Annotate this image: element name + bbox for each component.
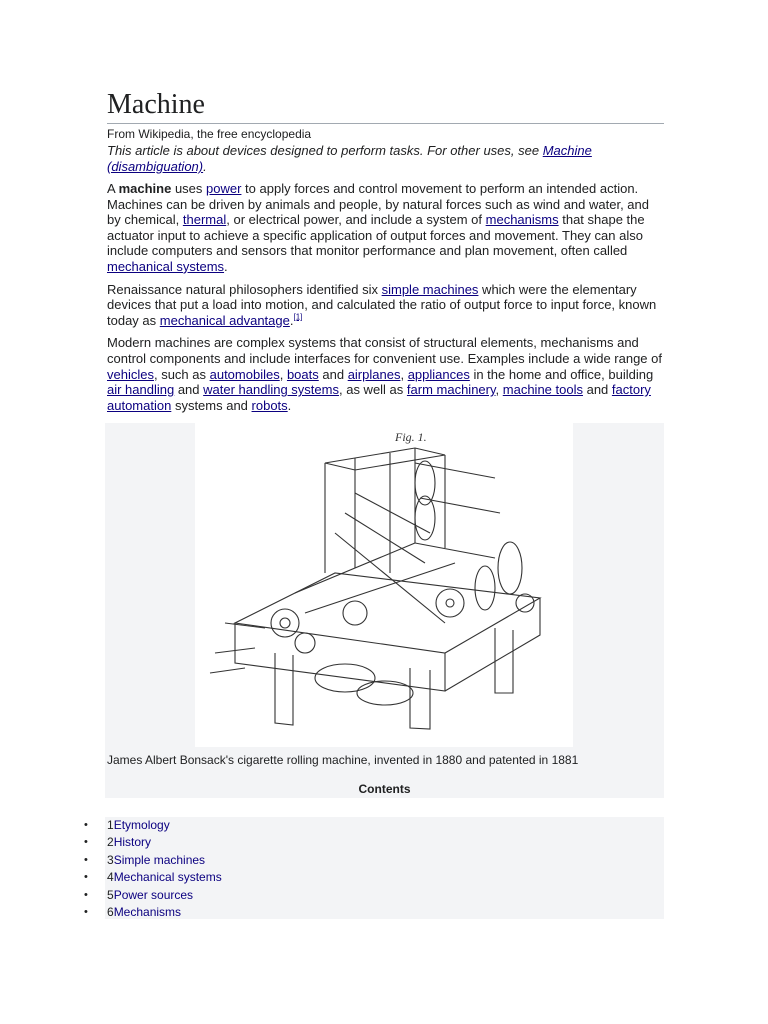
p1-bold-term: machine	[118, 181, 172, 196]
patent-drawing-image[interactable]	[195, 423, 573, 747]
hatnote-end: .	[203, 159, 207, 174]
p3-text-f: in the home and office, building	[469, 366, 654, 382]
p1-text-d: , or electrical power, and include a system of	[226, 212, 486, 228]
bullet-icon: •	[84, 853, 88, 866]
link-boats[interactable]: boats	[286, 366, 319, 382]
link-machine-tools[interactable]: machine tools	[502, 382, 583, 398]
intro-paragraph-1	[107, 181, 664, 275]
contents-title: Contents	[358, 782, 411, 796]
toc-link[interactable]: History	[113, 835, 152, 850]
figure-caption: James Albert Bonsack's cigarette rolling machine, invented in 1880 and patented in 1881	[107, 753, 579, 767]
bullet-icon: •	[84, 836, 88, 849]
hatnote-text: This article is about devices designed to perform tasks. For other uses, see	[107, 143, 543, 158]
toc-link[interactable]: Mechanisms	[113, 904, 182, 919]
toc-item-simple-machines[interactable]	[84, 852, 664, 869]
link-automobiles[interactable]: automobiles	[209, 366, 280, 382]
p3-text-d: and	[318, 366, 348, 382]
p3-text-a: Modern machines are complex systems that consist of structural elements, mechanisms and control components and include interfaces for convenient use. Examples include a wide range of	[107, 335, 662, 366]
machine-drawing-svg	[195, 423, 573, 747]
link-air-handling[interactable]: air handling	[107, 382, 175, 398]
p2-text-b: which were the elementary devices that put a load into motion, and calculated the ratio of output force to input force, known today as	[107, 281, 657, 328]
toc-number: 5	[107, 887, 114, 902]
toc-number: 6	[107, 904, 114, 919]
toc-item-mechanisms[interactable]	[84, 904, 664, 921]
table-of-contents	[84, 817, 664, 919]
figure-box	[105, 423, 664, 798]
link-mechanical-systems[interactable]: mechanical systems	[107, 258, 225, 274]
p3-text-j: and	[582, 382, 612, 398]
link-appliances[interactable]: appliances	[407, 366, 470, 382]
link-farm-machinery[interactable]: farm machinery	[406, 382, 496, 398]
p3-text-g: and	[174, 382, 204, 398]
p3-text-c: ,	[279, 366, 287, 382]
p1-text-a: A	[107, 181, 119, 196]
link-mechanical-advantage[interactable]: mechanical advantage	[159, 312, 290, 328]
toc-number: 1	[107, 818, 114, 832]
toc-link[interactable]: Mechanical systems	[113, 870, 222, 885]
p2-text-a: Renaissance natural philosophers identified six	[107, 281, 382, 297]
disambiguation-link[interactable]: Machine (disambiguation)	[107, 143, 592, 174]
p1-text-c: to apply forces and control movement to perform an intended action. Machines can be driven by animals and people, by natural forces such as wind and water, and by chemical,	[107, 181, 649, 228]
p3-text-e: ,	[400, 366, 408, 382]
toc-number: 4	[107, 870, 114, 885]
link-mechanisms[interactable]: mechanisms	[485, 212, 559, 228]
p3-text-i: ,	[495, 382, 503, 398]
p3-text-h: , as well as	[338, 382, 407, 398]
toc-item-mechanical-systems[interactable]	[84, 869, 664, 886]
toc-link[interactable]: Etymology	[113, 818, 170, 832]
toc-item-etymology[interactable]	[84, 817, 664, 834]
toc-item-power-sources[interactable]	[84, 887, 664, 904]
p3-text-b: , such as	[153, 366, 210, 382]
toc-number: 2	[107, 835, 114, 850]
toc-item-history[interactable]	[84, 834, 664, 851]
hatnote	[107, 143, 664, 175]
toc-link[interactable]: Simple machines	[113, 852, 206, 867]
bullet-icon: •	[84, 871, 88, 884]
tagline: From Wikipedia, the free encyclopedia	[107, 127, 312, 141]
link-vehicles[interactable]: vehicles	[107, 366, 154, 382]
reference-link[interactable]: [1]	[293, 312, 303, 322]
p3-text-l: .	[287, 397, 292, 413]
link-water-handling-systems[interactable]: water handling systems	[203, 382, 339, 398]
p1-text-b: uses	[171, 181, 207, 196]
p2-text-c: .	[289, 312, 294, 328]
bullet-icon: •	[84, 819, 88, 831]
link-robots[interactable]: robots	[251, 397, 288, 413]
link-factory-automation[interactable]: factory automation	[107, 382, 651, 413]
bullet-icon: •	[84, 888, 88, 901]
figure-label: Fig. 1.	[395, 430, 427, 444]
toc-number: 3	[107, 852, 114, 867]
article-body	[107, 88, 664, 420]
link-thermal[interactable]: thermal	[182, 212, 227, 228]
p1-text-f: .	[224, 258, 228, 274]
link-power[interactable]: power	[206, 181, 242, 196]
page-title: Machine	[107, 88, 664, 124]
link-simple-machines[interactable]: simple machines	[381, 281, 479, 297]
intro-paragraph-3	[107, 335, 664, 413]
toc-link[interactable]: Power sources	[113, 887, 194, 902]
bullet-icon: •	[84, 905, 88, 918]
intro-paragraph-2	[107, 282, 664, 329]
p3-text-k: systems and	[171, 397, 252, 413]
link-airplanes[interactable]: airplanes	[347, 366, 401, 382]
p1-text-e: that shape the actuator input to achieve a specific application of output forces and movement. They can also include computers and sensors that monitor performance and plan movement, often called	[107, 212, 645, 259]
